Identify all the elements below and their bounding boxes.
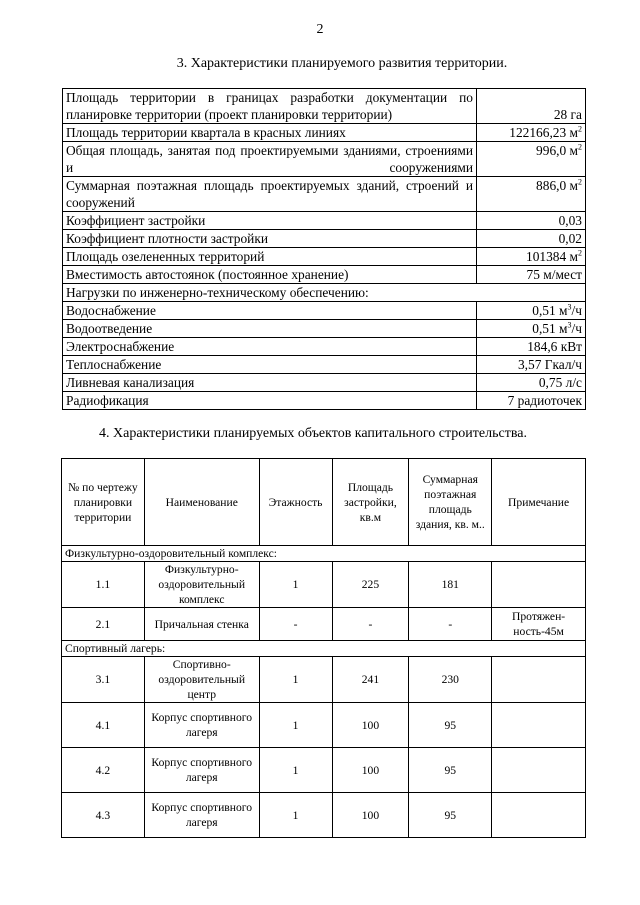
row-value: 996,0 $м^2$: [477, 142, 586, 177]
cell-note: [492, 793, 586, 838]
row-label: Вместимость автостоянок (постоянное хранение): [63, 266, 477, 284]
cell-total-area: 95: [409, 793, 492, 838]
cell-area: -: [332, 608, 409, 641]
table-row: [63, 230, 586, 248]
table-row: [63, 177, 586, 212]
cell-area: 225: [332, 562, 409, 608]
table-row: [63, 374, 586, 392]
cell-note: [492, 748, 586, 793]
cell-area: 100: [332, 793, 409, 838]
cell-total-area: 230: [409, 657, 492, 703]
cell-total-area: -: [409, 608, 492, 641]
row-label: Нагрузки по инженерно-техническому обеспечению:: [63, 284, 586, 302]
cell-floors: 1: [259, 793, 332, 838]
row-value: 101384 $м^2$: [477, 248, 586, 266]
cell-total-area: 95: [409, 703, 492, 748]
table-row: [63, 320, 586, 338]
row-value: 7 радиоточек: [477, 392, 586, 410]
row-label: Водоснабжение: [63, 302, 477, 320]
table-row: [62, 793, 586, 838]
cell-floors: 1: [259, 748, 332, 793]
cell-num: 3.1: [62, 657, 145, 703]
table-row: [62, 748, 586, 793]
table-row: [63, 356, 586, 374]
row-label: Ливневая канализация: [63, 374, 477, 392]
row-value: 3,57 Гкал/ч: [477, 356, 586, 374]
group-title: Спортивный лагерь:: [62, 641, 586, 657]
row-value: 28 га: [477, 89, 586, 124]
cell-num: 1.1: [62, 562, 145, 608]
group-title: Физкультурно-оздоровительный комплекс:: [62, 546, 586, 562]
table-row: [63, 124, 586, 142]
row-label: Коэффициент плотности застройки: [63, 230, 477, 248]
cell-note: [492, 657, 586, 703]
table-row: [63, 338, 586, 356]
table-row: [63, 142, 586, 177]
cell-name: Корпус спортивного лагеря: [144, 793, 259, 838]
territory-characteristics-table: [62, 88, 586, 410]
row-value: 0,51 $м^3/ч$: [477, 302, 586, 320]
table-row: [63, 248, 586, 266]
row-label: Общая площадь, занятая под проектируемыми зданиями, строениями и сооружениями: [63, 142, 477, 177]
cell-floors: 1: [259, 657, 332, 703]
row-value: 0,75 л/с: [477, 374, 586, 392]
row-value: 0,02: [477, 230, 586, 248]
row-value: 184,6 кВт: [477, 338, 586, 356]
cell-total-area: 95: [409, 748, 492, 793]
cell-floors: 1: [259, 562, 332, 608]
table-row: [62, 562, 586, 608]
header-name: Наименование: [144, 459, 259, 546]
cell-floors: -: [259, 608, 332, 641]
section4-title: 4. Характеристики планируемых объектов капитального строительства.: [99, 426, 527, 441]
row-label: Суммарная поэтажная площадь проектируемых зданий, строений и сооружений: [63, 177, 477, 212]
page-number: 2: [316, 22, 324, 37]
cell-note: [492, 703, 586, 748]
row-label: Площадь озелененных территорий: [63, 248, 477, 266]
cell-floors: 1: [259, 703, 332, 748]
row-value: 886,0 $м^2$: [477, 177, 586, 212]
objects-table: [61, 458, 586, 838]
header-floors: Этажность: [259, 459, 332, 546]
cell-num: 2.1: [62, 608, 145, 641]
table-row: [62, 657, 586, 703]
table-row: [63, 392, 586, 410]
cell-num: 4.2: [62, 748, 145, 793]
cell-name: Причальная стенка: [144, 608, 259, 641]
table-row: [63, 89, 586, 124]
cell-name: Корпус спортивного лагеря: [144, 703, 259, 748]
row-label: Теплоснабжение: [63, 356, 477, 374]
row-label: Радиофикация: [63, 392, 477, 410]
group-row: [62, 641, 586, 657]
table-row: [63, 284, 586, 302]
cell-name: Спортивно-оздоровительный центр: [144, 657, 259, 703]
table-row: [62, 703, 586, 748]
cell-area: 100: [332, 748, 409, 793]
group-row: [62, 546, 586, 562]
cell-total-area: 181: [409, 562, 492, 608]
section3-title: 3. Характеристики планируемого развития территории.: [176, 56, 508, 71]
row-label: Площадь территории в границах разработки документации по планировке территории (проект планировки территории): [63, 89, 477, 124]
header-area: Площадь застройки, кв.м: [332, 459, 409, 546]
cell-area: 100: [332, 703, 409, 748]
header-total-area: Суммарная поэтажная площадь здания, кв. м..: [409, 459, 492, 546]
table-row: [63, 302, 586, 320]
cell-area: 241: [332, 657, 409, 703]
cell-note: Протяжен-ность-45м: [492, 608, 586, 641]
cell-name: Корпус спортивного лагеря: [144, 748, 259, 793]
row-label: Коэффициент застройки: [63, 212, 477, 230]
cell-name: Физкультурно-оздоровительный комплекс: [144, 562, 259, 608]
row-label: Водоотведение: [63, 320, 477, 338]
row-label: Электроснабжение: [63, 338, 477, 356]
row-value: 0,51 $м^3/ч$: [477, 320, 586, 338]
row-label: Площадь территории квартала в красных линиях: [63, 124, 477, 142]
cell-num: 4.1: [62, 703, 145, 748]
row-value: 122166,23 $м^2$: [477, 124, 586, 142]
header-num: № по чертежу планировки территории: [62, 459, 145, 546]
cell-num: 4.3: [62, 793, 145, 838]
table-row: [62, 608, 586, 641]
row-value: 75 м/мест: [477, 266, 586, 284]
table-row: [63, 212, 586, 230]
table-row: [63, 266, 586, 284]
cell-note: [492, 562, 586, 608]
header-note: Примечание: [492, 459, 586, 546]
row-value: 0,03: [477, 212, 586, 230]
